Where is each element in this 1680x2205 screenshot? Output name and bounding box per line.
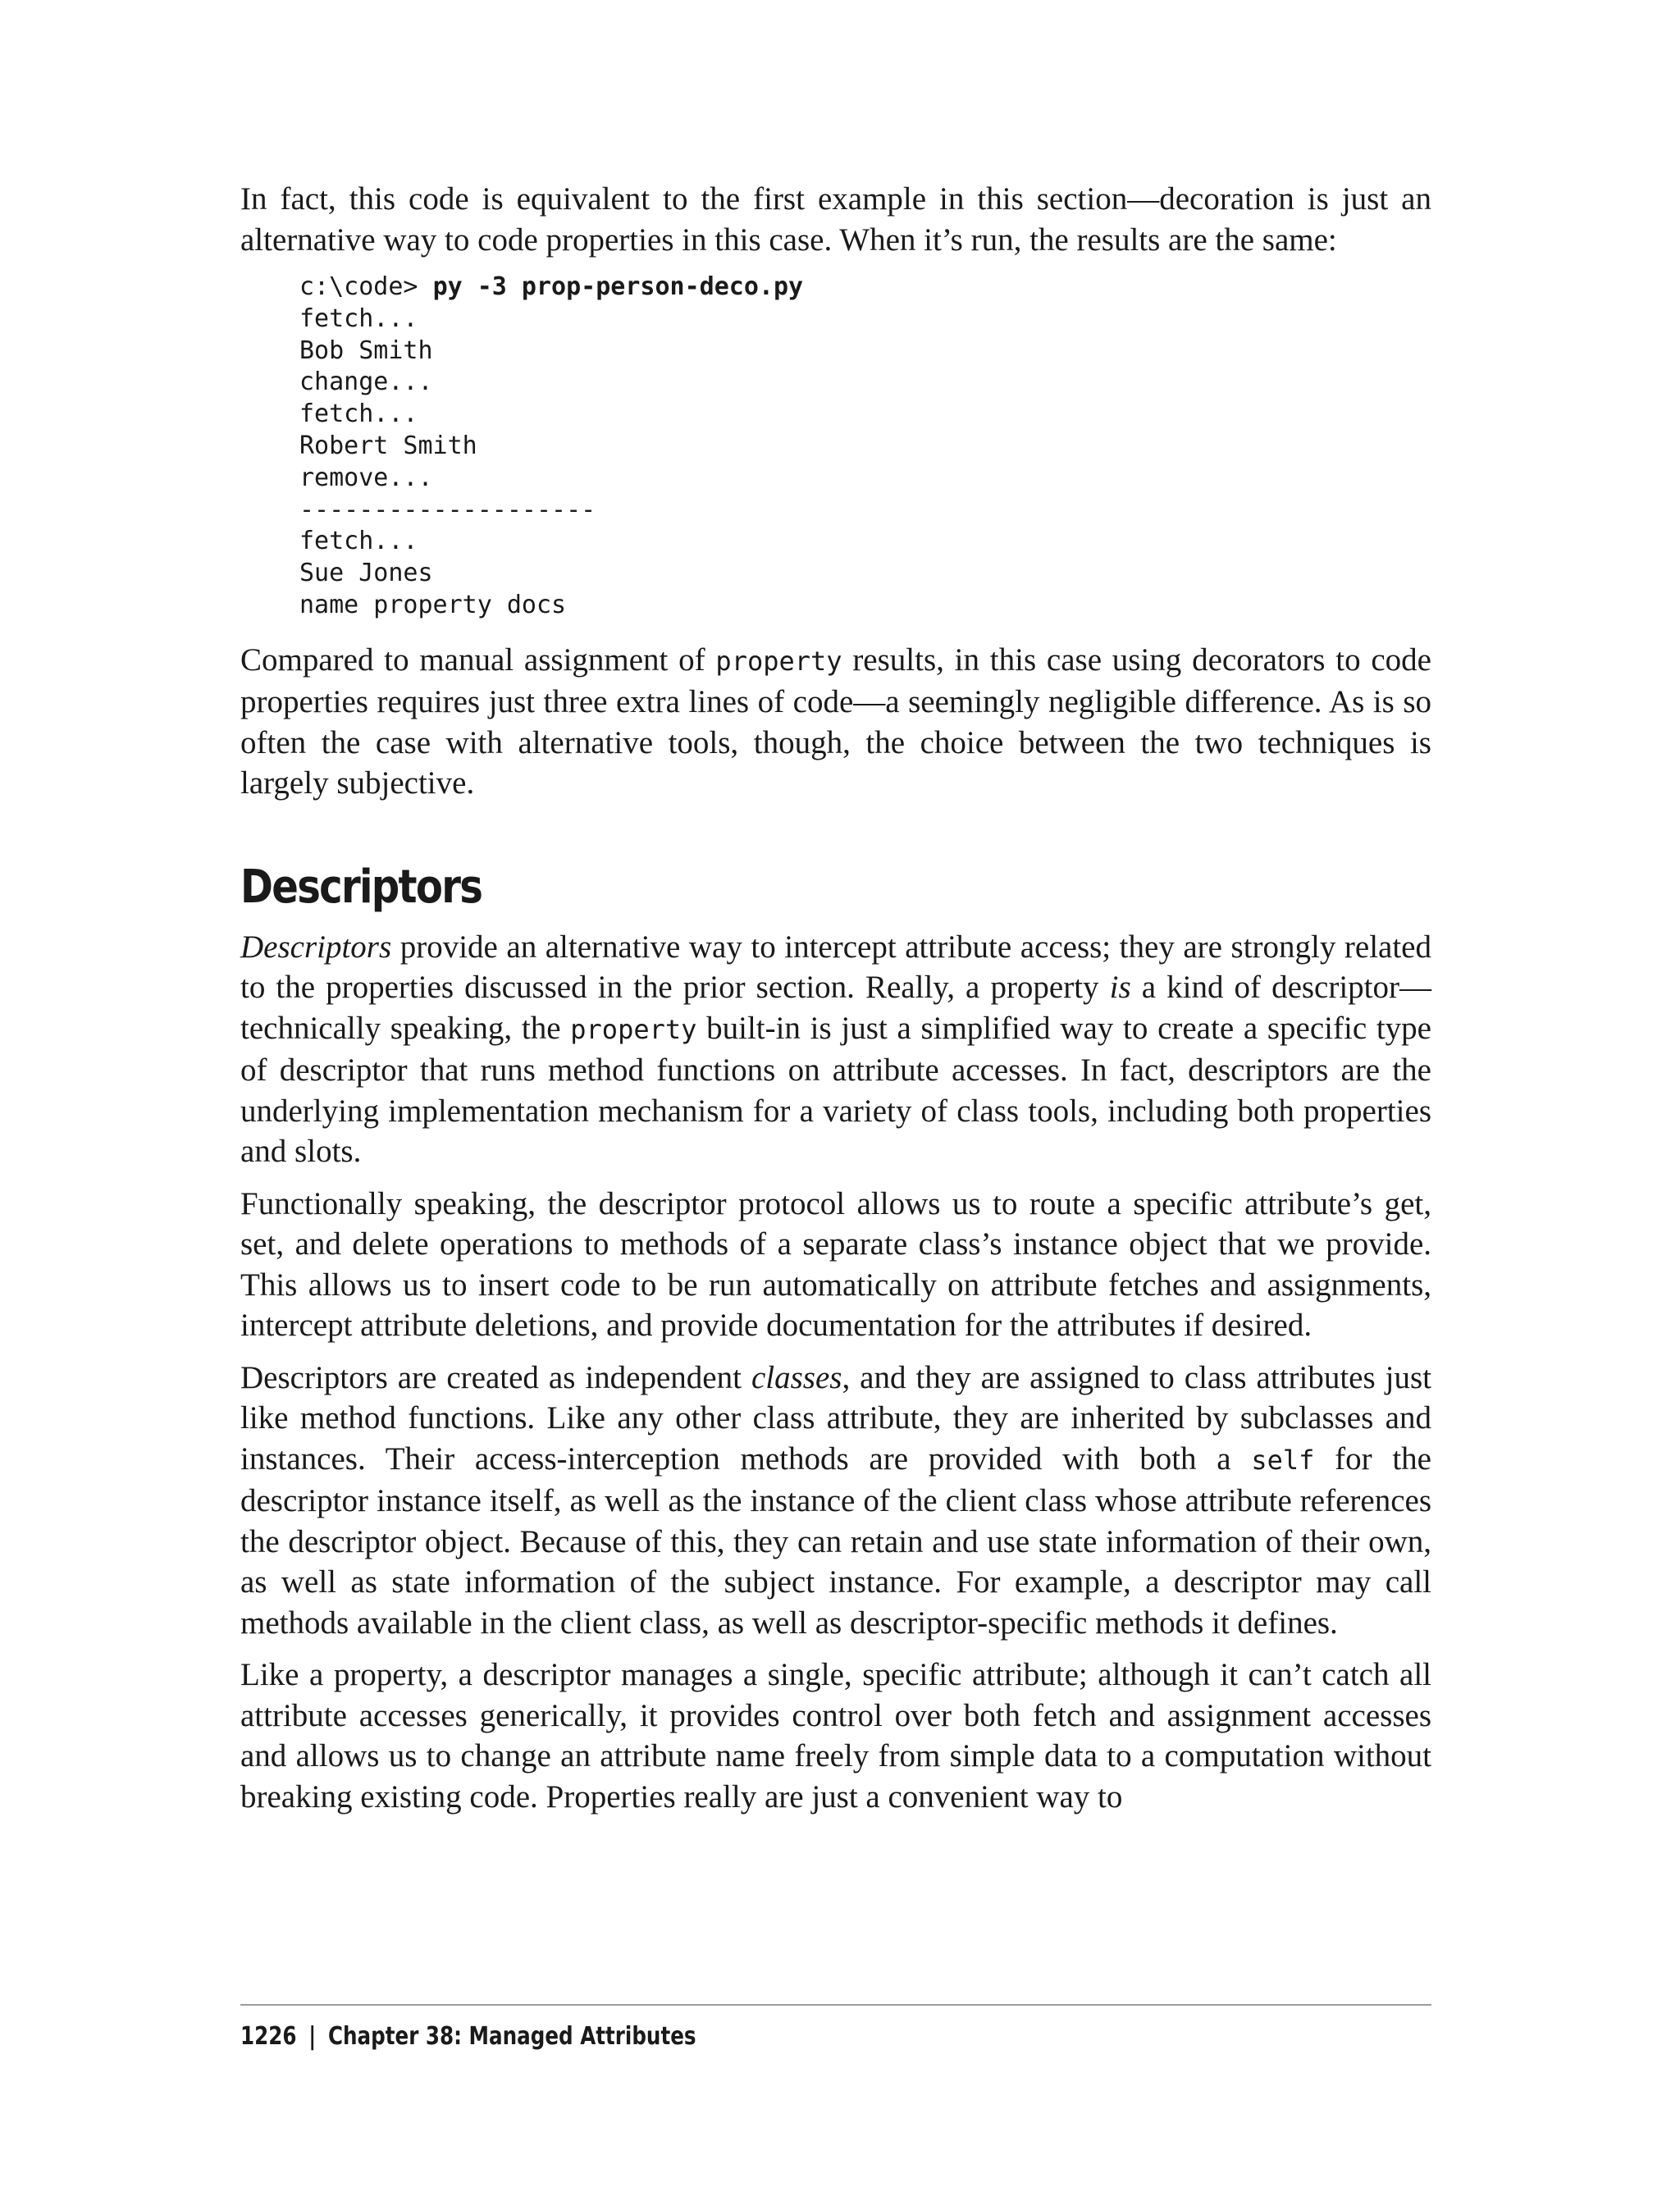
code-prompt: c:\code>	[299, 272, 433, 301]
inline-code: self	[1251, 1444, 1315, 1476]
page-body	[240, 179, 1431, 1828]
text-run: results, in this case using decorators to code properties requires just three extra lines of code—a seemingly negligible difference. As is so often the case with alternative tools, though, the choice between the two techniques is largely subjective.	[240, 641, 1431, 801]
footer-separator: |	[308, 2022, 317, 2051]
text-run: , and they are assigned to class attributes just like method functions. Like any other class attribute, they are inherited by subclasses and instances. Their access-interception methods are provided with both a	[240, 1359, 1431, 1477]
text-run: a kind of descriptor—technically speaking, the	[240, 970, 1432, 1046]
text-run: provide an alternative way to intercept attribute access; they are strongly related to the properties discussed in the prior section. Really, a property	[240, 929, 1431, 1006]
inline-code: property	[570, 1013, 697, 1045]
descriptors-intro-paragraph	[240, 927, 1431, 1172]
classes-paragraph	[240, 1358, 1431, 1644]
code-block	[299, 272, 1431, 622]
text-run: Descriptors are created as independent	[240, 1359, 751, 1395]
intro-paragraph: In fact, this code is equivalent to the first example in this section—decoration is just an alternative way to code properties in this case. When it’s run, the results are the same:	[240, 181, 1431, 258]
code-command: py -3 prop-person-deco.py	[432, 272, 804, 301]
emphasis: Descriptors	[240, 929, 392, 965]
page-footer	[240, 2004, 1431, 2051]
protocol-paragraph: Functionally speaking, the descriptor protocol allows us to route a specific attribute’s get, set, and delete operations to methods of a separate class’s instance object that we provide. This allows us to insert code to be run automatically on attribute fetches and assignments, intercept attribute deletions, and provide documentation for the attributes if desired.	[240, 1185, 1431, 1344]
text-run: Compared to manual assignment of	[240, 641, 716, 678]
inline-code: property	[715, 645, 842, 677]
comparison-paragraph	[240, 640, 1431, 804]
property-comparison-paragraph: Like a property, a descriptor manages a single, specific attribute; although it can’t catch all attribute accesses generically, it provides control over both fetch and assignment accesses and allows us to change an attribute name freely from simple data to a computation without breaking existing code. Properties really are just a convenient way to	[240, 1657, 1431, 1815]
section-heading: Descriptors	[240, 860, 482, 914]
page-number: 1226	[240, 2022, 297, 2051]
code-output: fetch... Bob Smith change... fetch... Robert Smith remove... -------------------- fetch... Sue Jones name property docs	[299, 304, 596, 619]
emphasis: classes	[751, 1359, 842, 1395]
text-run: for the descriptor instance itself, as well as the instance of the client class whose attribute references the descriptor object. Because of this, they can retain and use state information of their own, as well as state information of the subject instance. For example, a descriptor may call methods available in the client class, as well as descriptor-specific methods it defines.	[240, 1440, 1431, 1641]
text-run: built-in is just a simplified way to create a specific type of descriptor that runs method functions on attribute accesses. In fact, descriptors are the underlying implementation mechanism for a variety of class tools, including both properties and slots.	[240, 1010, 1431, 1170]
chapter-title: Chapter 38: Managed Attributes	[327, 2022, 696, 2051]
emphasis: is	[1109, 970, 1131, 1006]
